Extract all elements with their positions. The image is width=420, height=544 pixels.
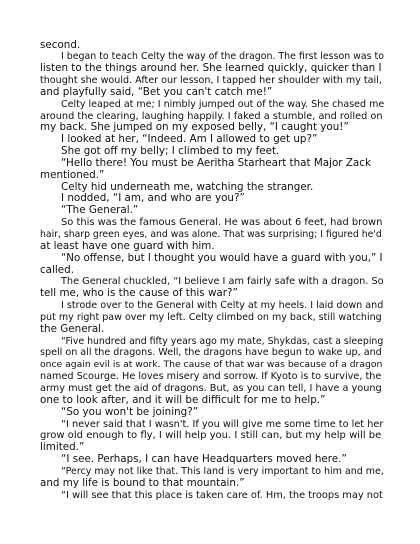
text-line: around the clearing, laughing happily. I faked a stumble, and rolled on xyxy=(40,110,383,122)
text-line: “So you won't be joining?” xyxy=(61,405,199,418)
text-line: “I never said that I wasn't. If you will give me some time to let her xyxy=(61,418,384,430)
text-line: one to look after, and it will be difficult for me to help.” xyxy=(40,393,326,406)
text-line: army must get the aid of dragons. But, as you can tell, I have a young xyxy=(40,382,382,394)
text-line: and playfully said, “Bet you can't catch me!” xyxy=(40,85,273,98)
text-line: I began to teach Celty the way of the dragon. The first lesson was to xyxy=(61,51,384,63)
text-line: limited.” xyxy=(40,441,85,454)
text-line: second. xyxy=(40,38,81,51)
text-line: thought she would. After our lesson, I tapped her shoulder with my tail, xyxy=(40,75,382,87)
text-line: “The General.” xyxy=(61,204,139,217)
text-line: “I will see that this place is taken care of. Hm, the troops may not xyxy=(61,489,383,501)
text-line: Celty hid underneath me, watching the stranger. xyxy=(61,180,314,193)
text-line: hair, sharp green eyes, and was alone. That was surprising; I figured he'd xyxy=(40,229,382,240)
text-line: listen to the things around her. She learned quickly, quicker than I xyxy=(40,62,382,75)
text-line: put my right paw over my left. Celty climbed on my back, still watching xyxy=(40,311,382,323)
text-line: Celty leaped at me; I nimbly jumped out of the way. She chased me xyxy=(61,98,385,110)
text-line: She got off my belly; I climbed to my feet. xyxy=(61,145,280,158)
text-line: and my life is bound to that mountain.” xyxy=(40,476,245,489)
text-line: called. xyxy=(40,263,74,276)
text-line: my back. She jumped on my exposed belly, “I caught you!” xyxy=(40,121,349,134)
text-line: tell me, who is the cause of this war?” xyxy=(40,287,238,300)
text-line: I strode over to the General with Celty at my heels. I laid down and xyxy=(61,300,384,312)
text-line: “I see. Perhaps, I can have Headquarters moved here.” xyxy=(61,453,347,466)
text-line: spell on all the dragons. Well, the dragons have begun to wake up, and xyxy=(40,347,382,359)
text-line: The General chuckled, “I believe I am fairly safe with a dragon. So xyxy=(61,276,384,288)
text-line: grow old enough to fly, I will help you. I still can, but my help will be xyxy=(40,430,382,442)
text-line: “No offense, but I thought you would have a guard with you,” I xyxy=(61,252,383,264)
body-text xyxy=(40,38,385,502)
text-line: “Percy may not like that. This land is very important to him and me, xyxy=(61,465,384,477)
text-line: I looked at her, “Indeed. Am I allowed to get up?” xyxy=(61,133,318,146)
text-line: once again evil is at work. The cause of that war was because of a dragon xyxy=(40,359,383,371)
text-line: “Five hundred and fifty years ago my mate, Shykdas, cast a sleeping xyxy=(61,335,384,347)
text-line: So this was the famous General. He was about 6 feet, had brown xyxy=(61,217,383,229)
text-line: I nodded, “I am, and who are you?” xyxy=(61,192,245,205)
text-line: at least have one guard with him. xyxy=(40,239,215,252)
text-line: mentioned.” xyxy=(40,168,105,181)
text-line: “Hello there! You must be Aeritha Starheart that Major Zack xyxy=(61,156,371,169)
text-line: the General. xyxy=(40,322,105,335)
text-line: named Scourge. He loves misery and sorrow. If Kyoto is to survive, the xyxy=(40,371,382,383)
